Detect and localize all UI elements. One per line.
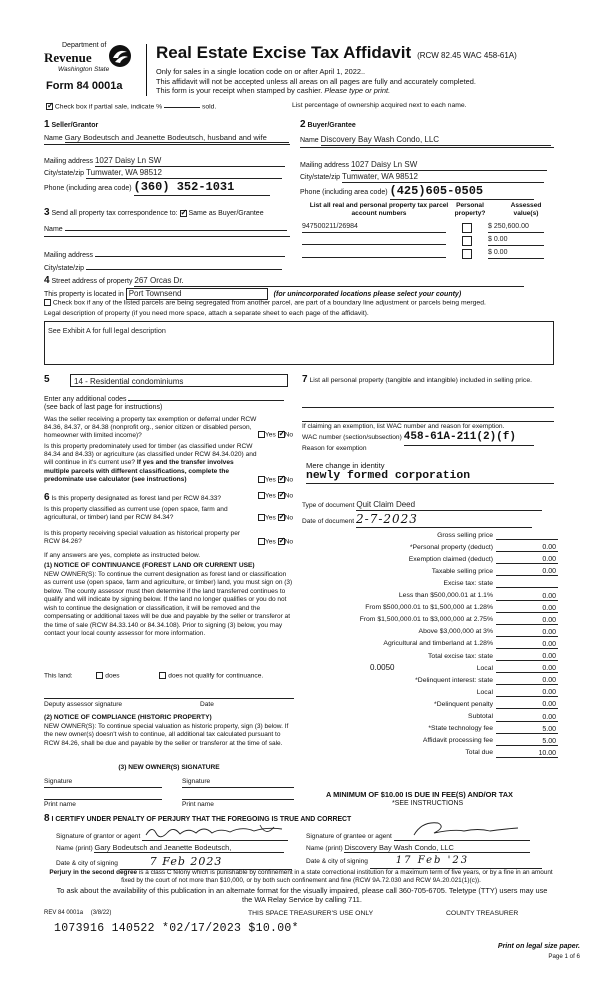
doc-date-field[interactable]: 2-7-2023	[356, 512, 532, 528]
timber-yes-checkbox[interactable]	[258, 476, 265, 483]
no-label: No	[284, 514, 294, 522]
form-number: Form 84 0001a	[46, 80, 123, 92]
reason-line-2[interactable]: newly formed corporation	[306, 469, 554, 484]
ownership-note: List percentage of ownership acquired next to each name.	[292, 102, 467, 109]
calc-row	[278, 637, 558, 649]
grantee-name-label: Name (print)	[306, 845, 343, 852]
calc-label: Gross selling price	[437, 531, 493, 539]
treasurer-stamp: 1073916 140522 *02/17/2023 $10.00*	[54, 922, 299, 935]
local-rate: 0.0050	[370, 663, 395, 673]
tax-calculation	[278, 528, 558, 758]
calc-row	[278, 540, 558, 552]
grantee-signature-scribble	[394, 819, 530, 839]
page-number: Page 1 of 6	[548, 953, 580, 960]
seller-phone-label: Phone (including area code)	[44, 185, 132, 192]
dept-line2: Revenue	[44, 50, 92, 65]
grantor-signature-scribble	[142, 823, 288, 839]
calc-row	[278, 625, 558, 637]
subline-3: This form is your receipt when stamped by cashier.	[156, 85, 323, 95]
doc-type-label: Type of document	[302, 502, 355, 509]
q-timber-agriculture	[44, 443, 258, 484]
grantee-date-label: Date & city of signing	[306, 858, 368, 865]
deputy-date-label: Date	[200, 701, 214, 708]
yes-label: Yes	[265, 514, 276, 522]
reason-line-1[interactable]: Mere change in identity	[306, 461, 385, 470]
same-as-buyer-label: Same as Buyer/Grantee	[188, 210, 264, 217]
calc-label: Local	[476, 688, 493, 696]
calc-row	[278, 673, 558, 685]
street-field[interactable]: 267 Orcas Dr.	[134, 276, 524, 287]
deputy-sig-label: Deputy assessor signature	[44, 701, 123, 708]
forest-no-checkbox[interactable]	[278, 492, 285, 499]
yes-label: Yes	[265, 431, 276, 439]
perjury-text: is a class C felony which is punishable by confinement in a state correctional institution for a maximum term of five years, or by a fine in an amount fixed by the court of not more than $10,000, or by both such confinement and fine (RCW 9A.72.030 and RCW 9A.20.021(1)(c)).	[121, 869, 553, 884]
grantor-name-label: Name (print)	[56, 845, 93, 852]
see-instructions: *SEE INSTRUCTIONS	[392, 800, 464, 807]
calc-row	[278, 576, 558, 588]
calc-label: *State technology fee	[428, 725, 493, 733]
yes-label: Yes	[265, 476, 276, 484]
calc-row	[278, 746, 558, 758]
rcw-reference: (RCW 82.45 WAC 458-61A)	[417, 51, 517, 60]
print-name-label: Print name	[44, 801, 76, 808]
new-owner-sig-title: (3) NEW OWNER(S) SIGNATURE	[118, 764, 220, 771]
calc-row	[278, 613, 558, 625]
seller-phone-field[interactable]: (360) 352-1031	[134, 180, 270, 196]
calc-row	[278, 601, 558, 613]
calc-label: Local	[476, 664, 493, 672]
calc-row	[278, 722, 558, 734]
see-back-note: (see back of last page for instructions)	[44, 404, 163, 411]
section5-num: 5	[44, 374, 50, 385]
calc-label: Excise tax: state	[443, 579, 493, 587]
grantor-date-label: Date & city of signing	[56, 860, 118, 867]
calc-row	[278, 552, 558, 564]
calc-value-field[interactable]	[496, 531, 558, 540]
owner-sig-line[interactable]	[182, 787, 294, 788]
seller-name-label: Name	[44, 135, 63, 142]
calc-label: Agricultural and timberland at 1.28%	[383, 640, 493, 648]
parcel-row	[302, 236, 554, 248]
calc-label: Total excise tax: state	[428, 652, 493, 660]
calc-value-field[interactable]: 0.00	[496, 713, 558, 722]
wac-field[interactable]: 458-61A-211(2)(f)	[404, 431, 534, 446]
calc-value-field[interactable]: 0.00	[496, 543, 558, 552]
legal-description-text: See Exhibit A for full legal description	[48, 326, 166, 335]
parcel-header-numbers: List all real and personal property tax parcel account numbers	[309, 202, 449, 218]
rev-date: (3/8/22)	[90, 910, 112, 916]
seller-section-num: 1	[44, 119, 50, 130]
current-use-no-checkbox[interactable]	[278, 514, 285, 521]
segregated-checkbox[interactable]	[44, 299, 51, 306]
q-exemption-deferral: Was the seller receiving a property tax exemption or deferral under RCW 84.36, 84.37, or 84.38 (nonprofit org., senior citizen or disabled person, homeowner with limited income)?	[44, 416, 257, 440]
corr-mailing-field[interactable]	[95, 249, 285, 257]
buyer-city-field[interactable]: Tumwater, WA 98512	[342, 172, 544, 183]
calc-value-field[interactable]: 0.00	[496, 652, 558, 661]
parcel-number-field[interactable]: 947500211/26984	[302, 223, 446, 233]
corr-name-label: Name	[44, 226, 63, 233]
dor-logo	[42, 42, 132, 98]
calc-label: Above $3,000,000 at 3%	[418, 628, 493, 636]
notice1-title: (1) NOTICE OF CONTINUANCE (FOREST LAND OR CURRENT USE)	[44, 562, 255, 569]
calc-row	[278, 528, 558, 540]
grantor-date-field[interactable]: 7 Feb 2023	[120, 855, 292, 870]
calc-value-field[interactable]: 0.00	[496, 676, 558, 685]
parcel-header-personal: Personal property?	[454, 202, 486, 218]
partial-sale-label: Check box if partial sale, indicate %	[54, 103, 163, 111]
buyer-phone-field[interactable]: (425)605-0505	[390, 184, 534, 200]
timber-no-checkbox[interactable]	[278, 476, 285, 483]
personal-property-checkbox[interactable]	[462, 223, 472, 233]
form-title: Real Estate Excise Tax Affidavit	[156, 43, 412, 62]
parcel-row	[302, 223, 554, 235]
subline-3b: Please type or print.	[324, 85, 391, 95]
correspondence-section-num: 3	[44, 207, 50, 218]
calc-row	[278, 649, 558, 661]
exemption-label: If claiming an exemption, list WAC number and reason for exemption.	[302, 421, 554, 431]
calc-label: Less than $500,000.01 at 1.1%	[398, 592, 493, 600]
located-field[interactable]: Port Townsend	[126, 288, 268, 300]
owner-print-line[interactable]	[44, 799, 162, 800]
legal-description-box[interactable]	[44, 321, 554, 365]
buyer-city-label: City/state/zip	[300, 174, 341, 181]
yes-label: Yes	[265, 492, 276, 500]
subline-1: Only for sales in a single location code on or after April 1, 2022..	[156, 67, 366, 77]
q-current-use: Is this property classified as current use (open space, farm and agricultural, or timber) land per RCW 84.34?	[44, 506, 228, 522]
calc-label: Subtotal	[468, 713, 493, 721]
section7-num: 7	[302, 374, 308, 385]
seller-city-label: City/state/zip	[44, 170, 85, 177]
this-land-label: This land:	[44, 672, 73, 680]
calc-value-field[interactable]: 5.00	[496, 737, 558, 746]
calc-label: From $500,000.01 to $1,500,000 at 1.28%	[365, 604, 493, 612]
buyer-section-num: 2	[300, 119, 306, 130]
current-use-yes-checkbox[interactable]	[258, 514, 265, 521]
personal-property-checkbox[interactable]	[462, 236, 472, 246]
grantee-name-field[interactable]: Discovery Bay Wash Condo, LLC	[344, 843, 530, 853]
print-legal-note: Print on legal size paper.	[497, 943, 580, 950]
no-label: No	[284, 538, 294, 546]
if-yes-note: If any answers are yes, complete as instructed below.	[44, 552, 201, 559]
calc-value-field[interactable]: 0.00	[496, 664, 558, 673]
grantor-signature[interactable]	[142, 829, 288, 841]
same-as-buyer-checkbox[interactable]	[180, 210, 187, 217]
corr-city-label: City/state/zip	[44, 265, 85, 272]
print-name-label: Print name	[182, 801, 214, 808]
alternate-format-notice: To ask about the availability of this publication in an alternate format for the visually impaired, please call 360-705-6705. Teletype (TTY) users may use the WA Relay Service by calling 711.	[56, 886, 548, 904]
calc-value-field[interactable]: 0.00	[496, 604, 558, 613]
partial-sale-checkbox[interactable]	[46, 103, 53, 110]
street-label: Street address of property	[51, 278, 133, 285]
land-use-field[interactable]: 14 - Residential condominiums	[70, 374, 288, 387]
assessed-value-field[interactable]: $ 0.00	[488, 236, 544, 246]
seller-name-field[interactable]: Gary Bodeutsch and Jeanette Bodeutsch, husband and wife	[65, 133, 289, 143]
calc-label: Exemption claimed (deduct)	[408, 555, 493, 563]
dept-line1: Department of	[62, 42, 107, 49]
owner-sig-line[interactable]	[44, 787, 162, 788]
no-label: No	[284, 476, 294, 484]
dept-line3: Washington State	[58, 66, 110, 73]
calc-label: *Delinquent interest: state	[415, 676, 493, 684]
calc-label: From $1,500,000.01 to $3,000,000 at 2.75%	[359, 616, 493, 624]
calc-label: Total due	[465, 749, 493, 757]
calc-value-field[interactable]: 10.00	[496, 749, 558, 758]
calc-label: *Personal property (deduct)	[409, 543, 493, 551]
does-label: does	[105, 672, 120, 680]
forest-yes-checkbox[interactable]	[258, 492, 265, 499]
perjury-bold: Perjury in the second degree	[49, 869, 138, 876]
seller-section-label: Seller/Grantor	[51, 122, 99, 129]
calc-row	[278, 588, 558, 600]
notice2-title: (2) NOTICE OF COMPLIANCE (HISTORIC PROPERTY)	[44, 714, 212, 721]
calc-row	[278, 661, 558, 673]
located-label: This property is located in	[44, 291, 124, 298]
buyer-mailing-label: Mailing address	[300, 162, 350, 169]
no-label: No	[284, 431, 294, 439]
wac-label: WAC number (section/subsection)	[302, 434, 402, 441]
does-not-checkbox[interactable]	[159, 672, 166, 679]
segregated-label: Check box if any of the listed parcels are being segregated from another parcel, are part of a boundary line adjustment or parcels being merged.	[52, 299, 486, 307]
assessed-value-field[interactable]: $ 250,600.00	[488, 223, 544, 233]
corr-name-field[interactable]	[65, 223, 287, 231]
unincorporated-note: (for unincorporated locations please select your county)	[273, 291, 462, 298]
yes-label: Yes	[265, 538, 276, 546]
grantee-signature[interactable]	[394, 829, 530, 841]
parcel-header-assessed: Assessed value(s)	[510, 202, 542, 218]
corr-mailing-label: Mailing address	[44, 252, 94, 259]
partial-sale-suffix: sold.	[201, 103, 217, 111]
additional-codes-field[interactable]	[128, 393, 284, 401]
grantee-sig-label: Signature of grantee or agent	[306, 832, 392, 840]
subline-2: This affidavit will not be accepted unless all areas on all pages are fully and accurately completed.	[156, 76, 476, 86]
calc-row	[278, 685, 558, 697]
dor-swirl-icon	[108, 44, 132, 68]
calc-value-field[interactable]: 5.00	[496, 725, 558, 734]
section6-num: 6	[44, 492, 50, 503]
location-section-num: 4	[44, 275, 50, 286]
minimum-note: A MINIMUM OF $10.00 IS DUE IN FEE(S) AND/OR TAX	[326, 790, 513, 799]
personal-property-label: List all personal property (tangible and intangible) included in selling price.	[309, 377, 532, 384]
seller-mailing-field[interactable]: 1027 Daisy Ln SW	[95, 156, 285, 167]
buyer-name-label: Name	[300, 137, 319, 144]
does-not-label: does not qualify for continuance.	[168, 672, 264, 680]
certify-statement: I CERTIFY UNDER PENALTY OF PERJURY THAT THE FOREGOING IS TRUE AND CORRECT	[51, 816, 352, 823]
calc-label: Taxable selling price	[431, 567, 493, 575]
q-historic: Is this property receiving special valuation as historical property per RCW 84.26?	[44, 530, 241, 546]
q-timber-text: Is this property predominately used for timber (as classified under RCW 84.34 and 84.33) or agriculture (as classified under RCW 84.34.020) and will continue in it's current use?	[44, 443, 257, 467]
calc-value-field[interactable]	[496, 579, 558, 588]
calc-value-field[interactable]: 0.00	[496, 640, 558, 649]
seller-mailing-label: Mailing address	[44, 158, 94, 165]
owner-print-line[interactable]	[182, 799, 294, 800]
exemption-no-checkbox[interactable]	[278, 431, 285, 438]
treasurer-only: THIS SPACE TREASURER'S USE ONLY	[248, 910, 374, 917]
parcel-number-field[interactable]	[302, 249, 446, 258]
doc-date-label: Date of document	[302, 518, 355, 525]
historic-yes-checkbox[interactable]	[258, 538, 265, 545]
grantor-name-field[interactable]: Gary Bodeutsch and Jeanette Bodeutsch,	[94, 843, 284, 853]
q-forest-land: Is this property designated as forest land per RCW 84.33?	[51, 495, 222, 502]
calc-value-field[interactable]: 0.00	[496, 592, 558, 601]
calc-row	[278, 697, 558, 709]
calc-value-field[interactable]: 0.00	[496, 567, 558, 576]
calc-row	[278, 709, 558, 721]
grantor-sig-label: Signature of grantor or agent	[56, 832, 141, 840]
corr-city-field[interactable]	[86, 262, 282, 270]
buyer-phone-label: Phone (including area code)	[300, 189, 388, 196]
buyer-mailing-field[interactable]: 1027 Daisy Ln SW	[351, 160, 547, 171]
signature-label: Signature	[182, 778, 211, 785]
calc-label: Affidavit processing fee	[422, 737, 493, 745]
parcel-row	[302, 249, 554, 261]
calc-value-field[interactable]: 0.00	[496, 616, 558, 625]
reason-label: Reason for exemption	[302, 445, 367, 452]
calc-row	[278, 734, 558, 746]
grantee-date-field[interactable]: 17 Feb '23	[370, 855, 542, 869]
legal-label: Legal description of property (if you need more space, attach a separate sheet to each page of the affidavit).	[44, 310, 369, 317]
q-timber-bold: If yes and the transfer involves multiple parcels with different classifications, complete the predominate use calculator (see instructions)	[44, 459, 234, 483]
county-treasurer: COUNTY TREASURER	[446, 910, 519, 917]
calc-row	[278, 564, 558, 576]
rev-number: REV 84 0001a	[44, 910, 84, 916]
personal-property-checkbox[interactable]	[462, 249, 472, 259]
buyer-name-field[interactable]: Discovery Bay Wash Condo, LLC	[321, 135, 551, 146]
calc-value-field[interactable]: 0.00	[496, 688, 558, 697]
additional-codes-label: Enter any additional codes	[44, 396, 127, 403]
buyer-section-label: Buyer/Grantee	[307, 122, 356, 129]
calc-value-field[interactable]: 0.00	[496, 555, 558, 564]
parcel-number-field[interactable]	[302, 236, 446, 245]
signature-label: Signature	[44, 778, 73, 785]
doc-type-field[interactable]: Quit Claim Deed	[356, 500, 542, 511]
assessed-value-field[interactable]: $ 0.00	[488, 249, 544, 259]
calc-value-field[interactable]: 0.00	[496, 700, 558, 709]
no-label: No	[284, 492, 294, 500]
calc-value-field[interactable]: 0.00	[496, 628, 558, 637]
section8-num: 8	[44, 813, 50, 824]
notice1-text: NEW OWNER(S): To continue the current designation as forest land or classification as current use (open space, farm and agriculture, or timber) land, you must sign on (3) below. The county assessor must then determine if the land transferred continues to qualify and will indicate by signing below. If the land no longer qualifies or you do not wish to continue the designation or classification, it will be removed and the compensating or additional taxes will be due and payable by the seller or transferor at the time of sale (RCW 84.33.140 or 84.34.108). Prior to signing (3) below, you may contact your local county assessor for more information.	[44, 571, 293, 638]
perjury-notice	[44, 869, 558, 885]
header-divider	[146, 44, 147, 96]
seller-city-field[interactable]: Tumwater, WA 98512	[86, 168, 282, 179]
notice2-text: NEW OWNER(S): To continue special valuation as historic property, sign (3) below. If the new owner(s) doesn't wish to continue, all additional tax calculated pursuant to RCW 84.26, shall be due and payable by the seller or transferor at the time of sale.	[44, 723, 289, 747]
calc-label: *Delinquent penalty	[434, 700, 493, 708]
correspondence-label: Send all property tax correspondence to:	[51, 210, 178, 217]
exemption-yes-checkbox[interactable]	[258, 431, 265, 438]
does-checkbox[interactable]	[96, 672, 103, 679]
